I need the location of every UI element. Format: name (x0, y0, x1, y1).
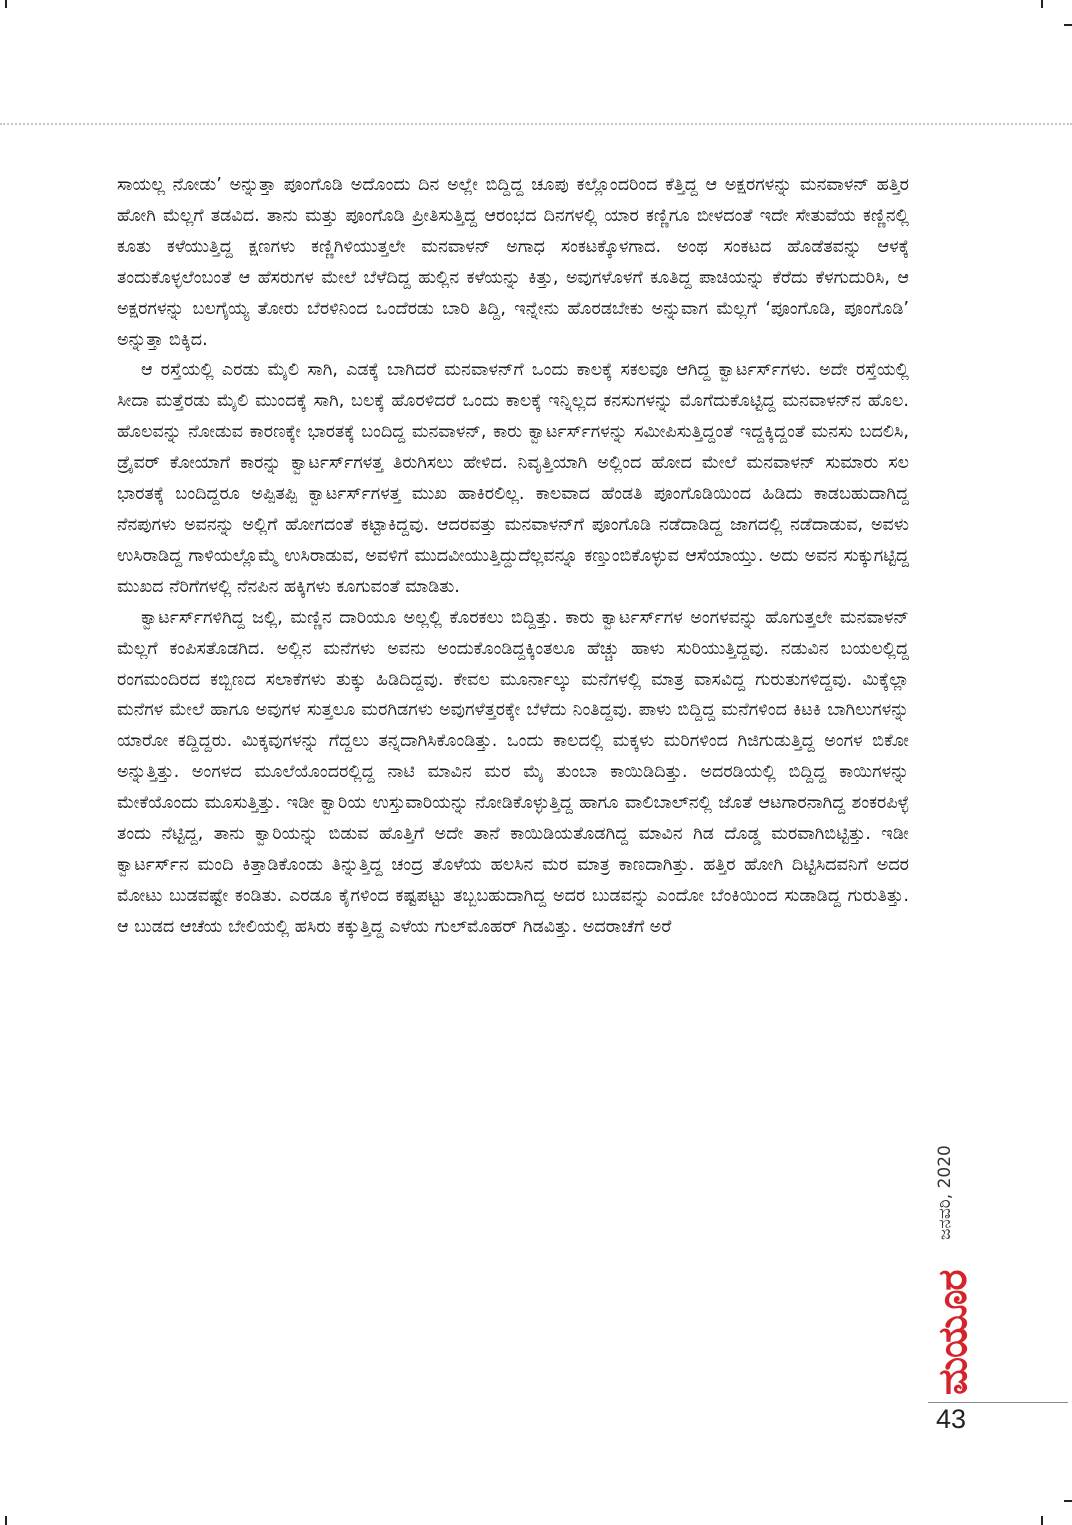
article-paragraph: ಆ ರಸ್ತೆಯಲ್ಲಿ ಎರಡು ಮೈಲಿ ಸಾಗಿ, ಎಡಕ್ಕೆ ಬಾಗಿದರೆ ಮನವಾಳನ್‌ಗೆ ಒಂದು ಕಾಲಕ್ಕೆ ಸಕಲವೂ ಆಗಿದ್ದ ಕ್ವಾರ್ಟರ್ಸ್‌ಗಳು. ಅದೇ ರಸ್ತೆಯಲ್ಲಿ ಸೀದಾ ಮತ್ತೆರಡು ಮೈಲಿ ಮುಂದಕ್ಕೆ ಸಾಗಿ, ಬಲಕ್ಕೆ ಹೊರಳಿದರೆ ಒಂದು ಕಾಲಕ್ಕೆ ಇನ್ನಿಲ್ಲದ ಕನಸುಗಳನ್ನು ಮೊಗೆದುಕೊಟ್ಟಿದ್ದ ಮನವಾಳನ್‌ನ ಹೊಲ. ಹೊಲವನ್ನು ನೋಡುವ ಕಾರಣಕ್ಕೇ ಭಾರತಕ್ಕೆ ಬಂದಿದ್ದ ಮನವಾಳನ್, ಕಾರು ಕ್ವಾರ್ಟರ್ಸ್‌ಗಳನ್ನು ಸಮೀಪಿಸುತ್ತಿದ್ದಂತೆ ಇದ್ದಕ್ಕಿದ್ದಂತೆ ಮನಸು ಬದಲಿಸಿ, ಡ್ರೈವರ್ ಕೋಯಾಗೆ ಕಾರನ್ನು ಕ್ವಾರ್ಟರ್ಸ್‌ಗಳತ್ತ ತಿರುಗಿಸಲು ಹೇಳಿದ. ನಿವೃತ್ತಿಯಾಗಿ ಅಲ್ಲಿಂದ ಹೋದ ಮೇಲೆ ಮನವಾಳನ್ ಸುಮಾರು ಸಲ ಭಾರತಕ್ಕೆ ಬಂದಿದ್ದರೂ ಅಪ್ಪಿತಪ್ಪಿ ಕ್ವಾರ್ಟರ್ಸ್‌ಗಳತ್ತ ಮುಖ ಹಾಕಿರಲಿಲ್ಲ. ಕಾಲವಾದ ಹೆಂಡತಿ ಪೂಂಗೊಡಿಯಿಂದ ಹಿಡಿದು ಕಾಡಬಹುದಾಗಿದ್ದ ನೆನಪುಗಳು ಅವನನ್ನು ಅಲ್ಲಿಗೆ ಹೋಗದಂತೆ ಕಟ್ಟಾಕಿದ್ದವು. ಆದರವತ್ತು ಮನವಾಳನ್‌ಗೆ ಪೂಂಗೊಡಿ ನಡೆದಾಡಿದ್ದ ಜಾಗದಲ್ಲಿ ನಡೆದಾಡುವ, ಅವಳು ಉಸಿರಾಡಿದ್ದ ಗಾಳಿಯಲ್ಲೊಮ್ಮೆ ಉಸಿರಾಡುವ, ಅವಳಿಗೆ ಮುದವೀಯುತ್ತಿದ್ದುದೆಲ್ಲವನ್ನೂ ಕಣ್ತುಂಬಿಕೊಳ್ಳುವ ಆಸೆಯಾಯ್ತು. ಅದು ಅವನ ಸುಕ್ಕುಗಟ್ಟಿದ್ದ ಮುಖದ ನೆರಿಗೆಗಳಲ್ಲಿ ನೆನಪಿನ ಹಕ್ಕಿಗಳು ಕೂಗುವಂತೆ ಮಾಡಿತು. (117, 360, 909, 597)
page-number: 43 (936, 1404, 967, 1434)
crop-mark-bottom-right-horizontal (1064, 1500, 1072, 1502)
crop-mark-bottom-left (5, 1516, 7, 1525)
crop-mark-bottom-right-vertical (1041, 1516, 1043, 1525)
header-dotted-rule (0, 123, 1072, 125)
issue-date: ಜನವರಿ, 2020 (935, 1145, 955, 1240)
article-body (117, 170, 909, 943)
crop-mark-top-left (5, 0, 7, 8)
article-paragraph: ಸಾಯಲ್ಲ ನೋಡು’ ಅನ್ನುತ್ತಾ ಪೂಂಗೊಡಿ ಅದೊಂದು ದಿನ ಅಲ್ಲೇ ಬಿದ್ದಿದ್ದ ಚೂಪು ಕಲ್ಲೊಂದರಿಂದ ಕೆತ್ತಿದ್ದ ಆ ಅಕ್ಷರಗಳನ್ನು ಮನವಾಳನ್ ಹತ್ತಿರ ಹೋಗಿ ಮೆಲ್ಲಗೆ ತಡವಿದ. ತಾನು ಮತ್ತು ಪೂಂಗೊಡಿ ಪ್ರೀತಿಸುತ್ತಿದ್ದ ಆರಂಭದ ದಿನಗಳಲ್ಲಿ ಯಾರ ಕಣ್ಣಿಗೂ ಬೀಳದಂತೆ ಇದೇ ಸೇತುವೆಯ ಕಣ್ಣಿನಲ್ಲಿ ಕೂತು ಕಳೆಯುತ್ತಿದ್ದ ಕ್ಷಣಗಳು ಕಣ್ಣಿಗಿಳಿಯುತ್ತಲೇ ಮನವಾಳನ್ ಅಗಾಧ ಸಂಕಟಕ್ಕೊಳಗಾದ. ಅಂಥ ಸಂಕಟದ ಹೊಡೆತವನ್ನು ಆಳಕ್ಕೆ ತಂದುಕೊಳ್ಳಲೆಂಬಂತೆ ಆ ಹೆಸರುಗಳ ಮೇಲೆ ಬೆಳೆದಿದ್ದ ಹುಲ್ಲಿನ ಕಳೆಯನ್ನು ಕಿತ್ತು, ಅವುಗಳೊಳಗೆ ಕೂತಿದ್ದ ಪಾಚಿಯನ್ನು ಕೆರೆದು ಕೆಳಗುದುರಿಸಿ, ಆ ಅಕ್ಷರಗಳನ್ನು ಬಲಗೈಯ್ಯ ತೋರು ಬೆರಳಿನಿಂದ ಒಂದೆರಡು ಬಾರಿ ತಿದ್ದಿ, ಇನ್ನೇನು ಹೊರಡಬೇಕು ಅನ್ನುವಾಗ ಮೆಲ್ಲಗೆ ‘ಪೂಂಗೊಡಿ, ಪೂಂಗೊಡಿ’ ಅನ್ನುತ್ತಾ ಬಿಕ್ಕಿದ. (117, 175, 909, 350)
crop-mark-top-right-horizontal (1064, 24, 1072, 26)
article-paragraph: ಕ್ವಾರ್ಟರ್ಸ್‌ಗಳಿಗಿದ್ದ ಜಲ್ಲಿ, ಮಣ್ಣಿನ ದಾರಿಯೂ ಅಲ್ಲಲ್ಲಿ ಕೊರಕಲು ಬಿದ್ದಿತ್ತು. ಕಾರು ಕ್ವಾರ್ಟರ್ಸ್‌ಗಳ ಅಂಗಳವನ್ನು ಹೊಗುತ್ತಲೇ ಮನವಾಳನ್ ಮೆಲ್ಲಗೆ ಕಂಪಿಸತೊಡಗಿದ. ಅಲ್ಲಿನ ಮನೆಗಳು ಅವನು ಅಂದುಕೊಂಡಿದ್ದಕ್ಕಿಂತಲೂ ಹೆಚ್ಚು ಹಾಳು ಸುರಿಯುತ್ತಿದ್ದವು. ನಡುವಿನ ಬಯಲಲ್ಲಿದ್ದ ರಂಗಮಂದಿರದ ಕಬ್ಬಿಣದ ಸಲಾಕೆಗಳು ತುಕ್ಕು ಹಿಡಿದಿದ್ದವು. ಕೇವಲ ಮೂರ್ನಾಲ್ಕು ಮನೆಗಳಲ್ಲಿ ಮಾತ್ರ ವಾಸವಿದ್ದ ಗುರುತುಗಳಿದ್ದವು. ಮಿಕ್ಕೆಲ್ಲಾ ಮನೆಗಳ ಮೇಲೆ ಹಾಗೂ ಅವುಗಳ ಸುತ್ತಲೂ ಮರಗಿಡಗಳು ಅವುಗಳೆತ್ತರಕ್ಕೇ ಬೆಳೆದು ನಿಂತಿದ್ದವು. ಪಾಳು ಬಿದ್ದಿದ್ದ ಮನೆಗಳಿಂದ ಕಿಟಕಿ ಬಾಗಿಲುಗಳನ್ನು ಯಾರೋ ಕದ್ದಿದ್ದರು. ಮಿಕ್ಕವುಗಳನ್ನು ಗೆದ್ದಲು ತನ್ನದಾಗಿಸಿಕೊಂಡಿತ್ತು. ಒಂದು ಕಾಲದಲ್ಲಿ ಮಕ್ಕಳು ಮರಿಗಳಿಂದ ಗಿಜಿಗುಡುತ್ತಿದ್ದ ಅಂಗಳ ಬಿಕೋ ಅನ್ನುತ್ತಿತ್ತು. ಅಂಗಳದ ಮೂಲೆಯೊಂದರಲ್ಲಿದ್ದ ನಾಟಿ ಮಾವಿನ ಮರ ಮೈ ತುಂಬಾ ಕಾಯಿಡಿದಿತ್ತು. ಅದರಡಿಯಲ್ಲಿ ಬಿದ್ದಿದ್ದ ಕಾಯಿಗಳನ್ನು ಮೇಕೆಯೊಂದು ಮೂಸುತ್ತಿತ್ತು. ಇಡೀ ಕ್ವಾರಿಯ ಉಸ್ತುವಾರಿಯನ್ನು ನೋಡಿಕೊಳ್ಳುತ್ತಿದ್ದ ಹಾಗೂ ವಾಲಿಬಾಲ್‌ನಲ್ಲಿ ಜೊತೆ ಆಟಗಾರನಾಗಿದ್ದ ಶಂಕರಪಿಳ್ಳೆ ತಂದು ನೆಟ್ಟಿದ್ದ, ತಾನು ಕ್ವಾರಿಯನ್ನು ಬಿಡುವ ಹೊತ್ತಿಗೆ ಅದೇ ತಾನೆ ಕಾಯಿಡಿಯತೊಡಗಿದ್ದ ಮಾವಿನ ಗಿಡ ದೊಡ್ಡ ಮರವಾಗಿಬಿಟ್ಟಿತ್ತು. ಇಡೀ ಕ್ವಾರ್ಟರ್ಸ್‌ನ ಮಂದಿ ಕಿತ್ತಾಡಿಕೊಂಡು ತಿನ್ನುತ್ತಿದ್ದ ಚಂದ್ರ ತೊಳೆಯ ಹಲಸಿನ ಮರ ಮಾತ್ರ ಕಾಣದಾಗಿತ್ತು. ಹತ್ತಿರ ಹೋಗಿ ದಿಟ್ಟಿಸಿದವನಿಗೆ ಅದರ ಮೋಟು ಬುಡವಷ್ಟೇ ಕಂಡಿತು. ಎರಡೂ ಕೈಗಳಿಂದ ಕಷ್ಟಪಟ್ಟು ತಬ್ಬಬಹುದಾಗಿದ್ದ ಅದರ ಬುಡವನ್ನು ಎಂದೋ ಬೆಂಕಿಯಿಂದ ಸುಡಾಡಿದ್ದ ಗುರುತಿತ್ತು. ಆ ಬುಡದ ಆಚೆಯ ಬೇಲಿಯಲ್ಲಿ ಹಸಿರು ಕಕ್ಕುತ್ತಿದ್ದ ಎಳೆಯ ಗುಲ್‌ಮೊಹರ್ ಗಿಡವಿತ್ತು. ಅದರಾಚೆಗೆ ಅರೆ (117, 607, 909, 937)
page-number-rule (928, 1402, 1068, 1403)
magazine-logo: ಮಯೂರ (930, 1270, 976, 1395)
crop-mark-top-right-vertical (1041, 0, 1043, 8)
